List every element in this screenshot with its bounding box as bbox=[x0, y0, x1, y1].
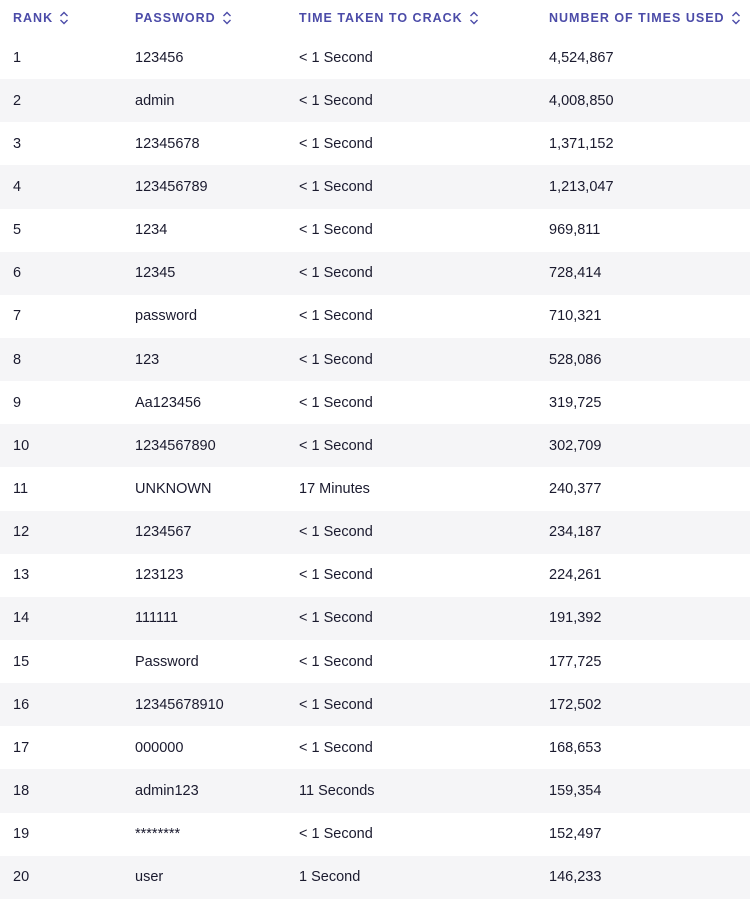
cell-count: 172,502 bbox=[549, 696, 602, 713]
cell-password: user bbox=[135, 869, 164, 886]
cell-time: < 1 Second bbox=[299, 308, 373, 325]
cell-time: < 1 Second bbox=[299, 265, 373, 282]
cell-time: < 1 Second bbox=[299, 49, 373, 66]
column-header-rank[interactable] bbox=[0, 11, 135, 25]
table-row bbox=[0, 295, 750, 338]
table-row bbox=[0, 381, 750, 424]
cell-password: Aa123456 bbox=[135, 394, 202, 411]
table-row bbox=[0, 813, 750, 856]
table-row bbox=[0, 165, 750, 208]
table-row bbox=[0, 122, 750, 165]
column-header-rank-label: RANK bbox=[13, 11, 54, 25]
cell-time: < 1 Second bbox=[299, 92, 373, 109]
cell-count: 302,709 bbox=[549, 437, 602, 454]
cell-time: < 1 Second bbox=[299, 826, 373, 843]
cell-rank: 16 bbox=[13, 696, 30, 713]
cell-password: admin bbox=[135, 92, 175, 109]
cell-count: 168,653 bbox=[549, 739, 602, 756]
cell-time: < 1 Second bbox=[299, 696, 373, 713]
cell-rank: 7 bbox=[13, 308, 22, 325]
cell-count: 152,497 bbox=[549, 826, 602, 843]
sort-icon[interactable] bbox=[59, 11, 69, 25]
cell-time: < 1 Second bbox=[299, 739, 373, 756]
cell-time: < 1 Second bbox=[299, 437, 373, 454]
cell-rank: 3 bbox=[13, 135, 22, 152]
cell-count: 191,392 bbox=[549, 610, 602, 627]
cell-count: 528,086 bbox=[549, 351, 602, 368]
cell-rank: 20 bbox=[13, 869, 30, 886]
cell-rank: 6 bbox=[13, 265, 22, 282]
cell-rank: 19 bbox=[13, 826, 30, 843]
cell-time: 17 Minutes bbox=[299, 480, 370, 497]
cell-password: 123456 bbox=[135, 49, 184, 66]
cell-password: 111111 bbox=[135, 610, 179, 627]
table-row bbox=[0, 683, 750, 726]
cell-time: < 1 Second bbox=[299, 351, 373, 368]
cell-count: 4,524,867 bbox=[549, 49, 614, 66]
cell-time: < 1 Second bbox=[299, 135, 373, 152]
cell-count: 234,187 bbox=[549, 524, 602, 541]
cell-time: < 1 Second bbox=[299, 653, 373, 670]
cell-count: 1,371,152 bbox=[549, 135, 614, 152]
cell-rank: 17 bbox=[13, 739, 30, 756]
cell-password: UNKNOWN bbox=[135, 480, 212, 497]
cell-rank: 5 bbox=[13, 222, 22, 239]
cell-time: 11 Seconds bbox=[299, 782, 375, 799]
column-header-count-label: NUMBER OF TIMES USED bbox=[549, 11, 725, 25]
cell-password: 12345678 bbox=[135, 135, 200, 152]
cell-time: 1 Second bbox=[299, 869, 361, 886]
column-header-count[interactable] bbox=[549, 11, 750, 25]
cell-rank: 15 bbox=[13, 653, 30, 670]
cell-rank: 13 bbox=[13, 567, 30, 584]
table-row bbox=[0, 511, 750, 554]
cell-rank: 8 bbox=[13, 351, 22, 368]
table-row bbox=[0, 36, 750, 79]
cell-password: 1234567 bbox=[135, 524, 192, 541]
cell-rank: 9 bbox=[13, 394, 22, 411]
cell-count: 728,414 bbox=[549, 265, 602, 282]
cell-time: < 1 Second bbox=[299, 178, 373, 195]
cell-rank: 18 bbox=[13, 782, 30, 799]
column-header-password-label: PASSWORD bbox=[135, 11, 216, 25]
cell-count: 4,008,850 bbox=[549, 92, 614, 109]
table-row bbox=[0, 338, 750, 381]
cell-password: Password bbox=[135, 653, 199, 670]
cell-rank: 4 bbox=[13, 178, 22, 195]
cell-time: < 1 Second bbox=[299, 524, 373, 541]
column-header-time[interactable] bbox=[299, 11, 549, 25]
cell-password: 12345 bbox=[135, 265, 176, 282]
cell-rank: 12 bbox=[13, 524, 30, 541]
cell-rank: 14 bbox=[13, 610, 30, 627]
sort-icon[interactable] bbox=[222, 11, 232, 25]
cell-password: 123 bbox=[135, 351, 160, 368]
cell-count: 319,725 bbox=[549, 394, 602, 411]
cell-count: 240,377 bbox=[549, 480, 602, 497]
table-header bbox=[0, 0, 750, 36]
table-row bbox=[0, 769, 750, 812]
cell-password: 12345678910 bbox=[135, 696, 224, 713]
table-row bbox=[0, 597, 750, 640]
cell-password: password bbox=[135, 308, 198, 325]
cell-count: 159,354 bbox=[549, 782, 602, 799]
table-row bbox=[0, 554, 750, 597]
cell-count: 177,725 bbox=[549, 653, 602, 670]
cell-count: 969,811 bbox=[549, 222, 601, 239]
cell-count: 224,261 bbox=[549, 567, 602, 584]
cell-password: 123123 bbox=[135, 567, 184, 584]
cell-time: < 1 Second bbox=[299, 222, 373, 239]
table-row bbox=[0, 856, 750, 899]
cell-password: 1234567890 bbox=[135, 437, 216, 454]
cell-time: < 1 Second bbox=[299, 394, 373, 411]
cell-count: 146,233 bbox=[549, 869, 602, 886]
cell-password: ******** bbox=[135, 826, 181, 843]
table-row bbox=[0, 79, 750, 122]
table-row bbox=[0, 209, 750, 252]
table-row bbox=[0, 726, 750, 769]
cell-time: < 1 Second bbox=[299, 567, 373, 584]
table-row bbox=[0, 252, 750, 295]
cell-count: 710,321 bbox=[549, 308, 602, 325]
cell-time: < 1 Second bbox=[299, 610, 373, 627]
cell-rank: 11 bbox=[13, 480, 29, 497]
cell-password: 000000 bbox=[135, 739, 184, 756]
cell-rank: 10 bbox=[13, 437, 30, 454]
cell-count: 1,213,047 bbox=[549, 178, 614, 195]
table-row bbox=[0, 424, 750, 467]
sort-icon[interactable] bbox=[469, 11, 479, 25]
table-row bbox=[0, 467, 750, 510]
cell-rank: 1 bbox=[13, 49, 22, 66]
table-body bbox=[0, 36, 750, 899]
column-header-password[interactable] bbox=[135, 11, 299, 25]
cell-password: 123456789 bbox=[135, 178, 208, 195]
table-row bbox=[0, 640, 750, 683]
cell-rank: 2 bbox=[13, 92, 22, 109]
cell-password: 1234 bbox=[135, 222, 168, 239]
sort-icon[interactable] bbox=[731, 11, 741, 25]
column-header-time-label: TIME TAKEN TO CRACK bbox=[299, 11, 463, 25]
cell-password: admin123 bbox=[135, 782, 199, 799]
